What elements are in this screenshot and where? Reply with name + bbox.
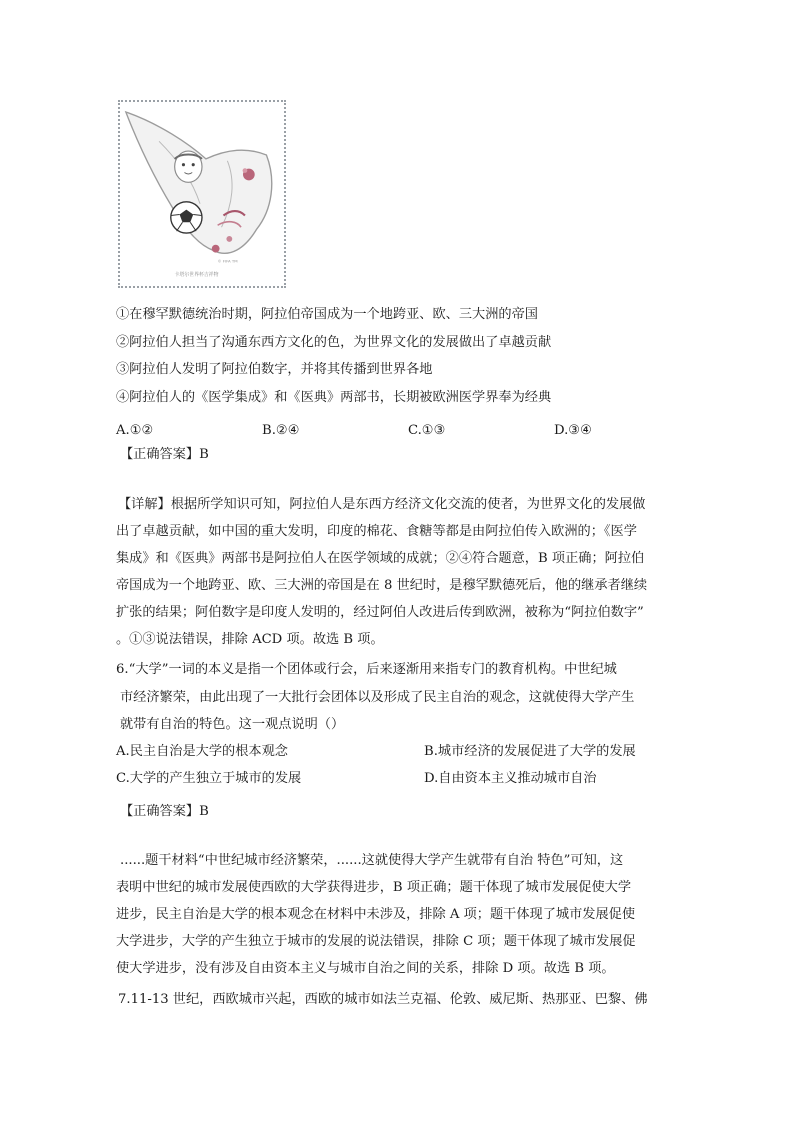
statement-1: ①在穆罕默德统治时期，阿拉伯帝国成为一个地跨亚、欧、三大洲的帝国	[116, 307, 538, 322]
q6-explanation-line: 进步，民主自治是大学的根本观念在材料中未涉及，排除 A 项；题干体现了城市发展促使	[116, 907, 636, 922]
q5-option-b: B.②④	[262, 423, 300, 438]
q6-explanation-line: 使大学进步，没有涉及自由资本主义与城市自治之间的关系，排除 D 项。故选 B 项。	[116, 961, 615, 976]
q5-option-c: C.①③	[408, 423, 446, 438]
q6-option-c: C.大学的产生独立于城市的发展	[116, 771, 302, 786]
q5-option-d: D.③④	[554, 423, 592, 438]
q6-stem-line: 就带有自治的特色。这一观点说明（）	[120, 717, 345, 732]
q6-option-d: D.自由资本主义推动城市自治	[424, 771, 597, 786]
q5-option-a: A.①②	[116, 423, 154, 438]
q6-stem-line: 市经济繁荣，由此出现了一大批行会团体以及形成了民主自治的观念，这就使得大学产生	[120, 690, 635, 705]
mascot-figure	[118, 100, 286, 288]
statement-4: ④阿拉伯人的《医学集成》和《医典》两部书，长期被欧洲医学界奉为经典	[116, 390, 552, 405]
q6-explanation-line: 表明中世纪的城市发展使西欧的大学获得进步，B 项正确；题干体现了城市发展促使大学	[116, 880, 632, 895]
mascot-illustration	[120, 102, 284, 286]
q6-stem-line: 6.“大学”一词的本义是指一个团体或行会，后来逐渐用来指专门的教育机构。中世纪城	[116, 662, 617, 677]
statement-3: ③阿拉伯人发明了阿拉伯数字，并将其传播到世界各地	[116, 362, 433, 377]
q5-explanation-line: 。①③说法错误，排除 ACD 项。故选 B 项。	[116, 632, 384, 647]
q5-explanation-line: 扩张的结果；阿伯数字是印度人发明的，经过阿伯人改进后传到欧洲，被称为“阿拉伯数字”	[116, 605, 644, 620]
q6-explanation-line: 大学进步，大学的产生独立于城市的发展的说法错误，排除 C 项；题干体现了城市发展促	[116, 934, 636, 949]
q5-explanation-line: 帝国成为一个地跨亚、欧、三大洲的帝国是在 8 世纪时，是穆罕默德死后，他的继承者继续	[116, 578, 648, 593]
svg-text:© FIFA TM: © FIFA TM	[217, 258, 238, 264]
q5-answer: 【正确答案】B	[120, 447, 209, 462]
figure-caption: 卡塔尔世界杯吉祥物	[174, 272, 219, 278]
q6-option-a: A.民主自治是大学的根本观念	[116, 744, 288, 759]
q7-stem-line: 7.11-13 世纪，西欧城市兴起，西欧的城市如法兰克福、伦敦、威尼斯、热那亚、巴黎、佛	[118, 992, 648, 1007]
q5-explanation-line: 集成》和《医典》两部书是阿拉伯人在医学领域的成就；②④符合题意，B 项正确；阿拉伯	[116, 551, 645, 566]
q6-explanation-line: ......题干材料“中世纪城市经济繁荣，......这就使得大学产生就带有自治 特色”可知，这	[120, 853, 624, 868]
q6-answer: 【正确答案】B	[120, 804, 209, 819]
statement-2: ②阿拉伯人担当了沟通东西方文化的色，为世界文化的发展做出了卓越贡献	[116, 335, 552, 350]
q5-explanation-line: 【详解】根据所学知识可知，阿拉伯人是东西方经济文化交流的使者，为世界文化的发展做	[118, 497, 646, 512]
q6-option-b: B.城市经济的发展促进了大学的发展	[424, 744, 636, 759]
q5-explanation-line: 出了卓越贡献，如中国的重大发明，印度的棉花、食糖等都是由阿拉伯传入欧洲的；《医学	[116, 524, 637, 539]
